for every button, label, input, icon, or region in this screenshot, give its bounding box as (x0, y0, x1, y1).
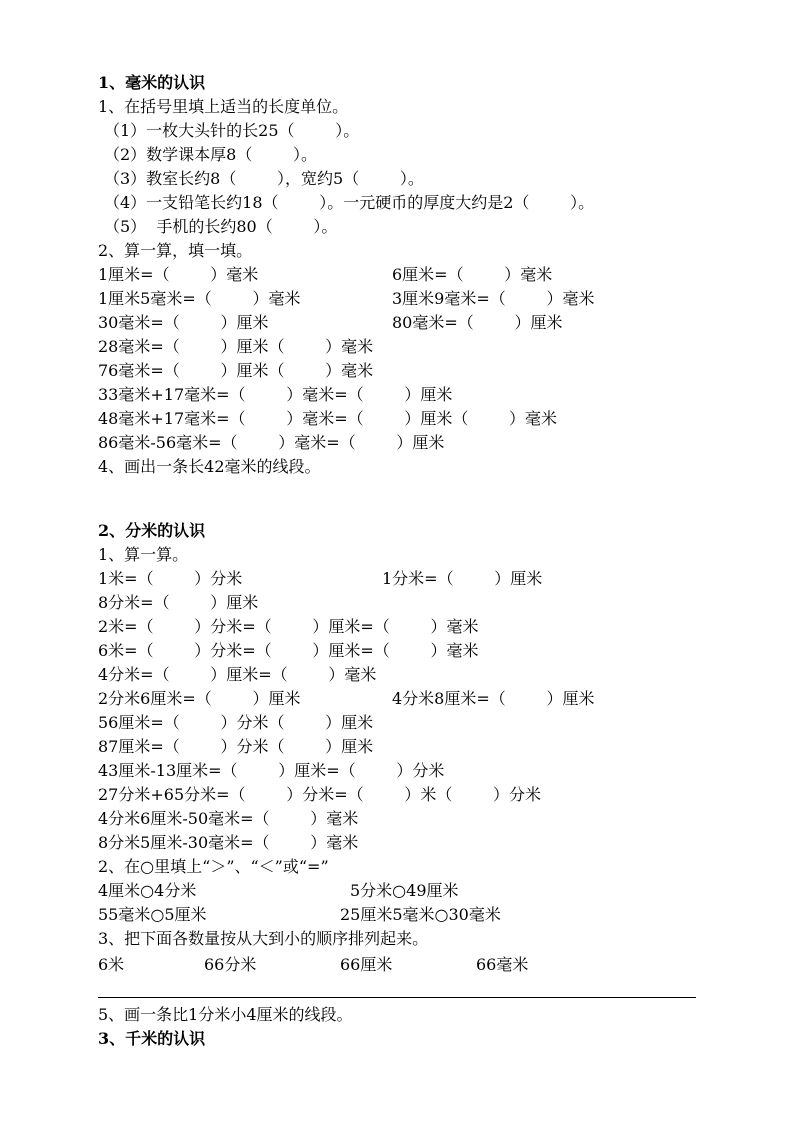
compare-item: 5分米○49厘米 (350, 881, 459, 900)
exercise-line: 1厘米5毫米=（ ）毫米 (98, 289, 301, 308)
question-item: （1）一枚大头针的长25（ ）。 (104, 121, 360, 140)
question-title: 2、算一算，填一填。 (98, 241, 253, 260)
exercise-line: 28毫米=（ ）厘米（ ）毫米 (98, 337, 374, 356)
compare-item: 55毫米○5厘米 (98, 905, 207, 924)
exercise-line: 33毫米+17毫米=（ ）毫米=（ ）厘米 (98, 385, 453, 404)
exercise-line: 86毫米-56毫米=（ ）毫米=（ ）厘米 (98, 433, 445, 452)
question-item: （2）数学课本厚8（ ）。 (104, 145, 318, 164)
exercise-line: 6厘米=（ ）毫米 (392, 265, 553, 284)
question-title: 3、把下面各数量按从大到小的顺序排列起来。 (98, 929, 429, 948)
exercise-line: 4分米=（ ）厘米=（ ）毫米 (98, 665, 377, 684)
exercise-line: 48毫米+17毫米=（ ）毫米=（ ）厘米（ ）毫米 (98, 409, 558, 428)
question-item: （3）教室长约8（ ），宽约5（ ）。 (104, 169, 424, 188)
section-heading-decimeter: 2、分米的认识 (98, 521, 206, 540)
section-heading-kilometer: 3、千米的认识 (98, 1029, 206, 1048)
quantity-value: 6米 (98, 955, 125, 974)
quantity-value: 66毫米 (476, 955, 529, 974)
question-title: 2、在○里填上“＞”、“＜”或“=” (98, 857, 329, 876)
exercise-line: 6米=（ ）分米=（ ）厘米=（ ）毫米 (98, 641, 479, 660)
question-item: （4）一支铅笔长约18（ ）。一元硬币的厚度大约是2（ ）。 (104, 193, 595, 212)
exercise-line: 27分米+65分米=（ ）分米=（ ）米（ ）分米 (98, 785, 542, 804)
exercise-line: 8分米5厘米-30毫米=（ ）毫米 (98, 833, 359, 852)
exercise-line: 56厘米=（ ）分米（ ）厘米 (98, 713, 374, 732)
quantity-value: 66厘米 (340, 955, 393, 974)
exercise-line: 2米=（ ）分米=（ ）厘米=（ ）毫米 (98, 617, 479, 636)
exercise-line: 76毫米=（ ）厘米（ ）毫米 (98, 361, 374, 380)
compare-item: 4厘米○4分米 (98, 881, 197, 900)
question-item: （5） 手机的长约80（ ）。 (104, 217, 338, 236)
question-title: 1、算一算。 (98, 545, 189, 564)
exercise-line: 2分米6厘米=（ ）厘米 (98, 689, 301, 708)
exercise-line: 1米=（ ）分米 (98, 569, 243, 588)
exercise-line: 30毫米=（ ）厘米 (98, 313, 269, 332)
question-title: 4、画出一条长42毫米的线段。 (98, 457, 321, 476)
quantity-value: 66分米 (204, 955, 257, 974)
exercise-line: 87厘米=（ ）分米（ ）厘米 (98, 737, 374, 756)
exercise-line: 4分米8厘米=（ ）厘米 (392, 689, 595, 708)
answer-rule-line (98, 997, 696, 998)
exercise-line: 1分米=（ ）厘米 (382, 569, 543, 588)
exercise-line: 1厘米=（ ）毫米 (98, 265, 259, 284)
exercise-line: 4分米6厘米-50毫米=（ ）毫米 (98, 809, 359, 828)
exercise-line: 43厘米-13厘米=（ ）厘米=（ ）分米 (98, 761, 445, 780)
exercise-line: 3厘米9毫米=（ ）毫米 (392, 289, 595, 308)
compare-item: 25厘米5毫米○30毫米 (340, 905, 501, 924)
section-heading-millimeter: 1、毫米的认识 (98, 73, 206, 92)
question-title: 1、在括号里填上适当的长度单位。 (98, 97, 349, 116)
exercise-line: 80毫米=（ ）厘米 (392, 313, 563, 332)
question-title: 5、画一条比1分米小4厘米的线段。 (98, 1005, 353, 1024)
exercise-line: 8分米=（ ）厘米 (98, 593, 259, 612)
